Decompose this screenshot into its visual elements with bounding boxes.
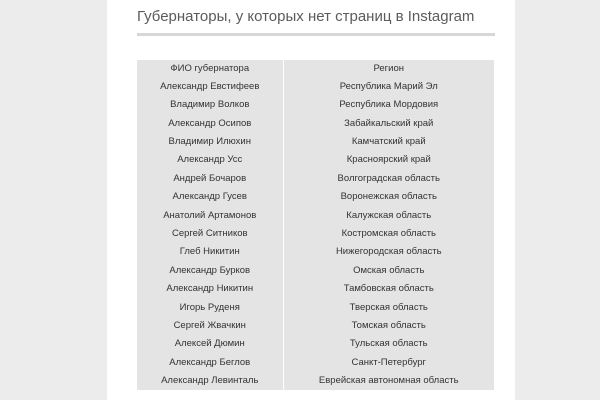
table-row (137, 279, 494, 297)
governor-name-cell: Александр Усс (137, 151, 283, 169)
table-row (137, 114, 494, 132)
column-header-region: Регион (373, 63, 404, 74)
region-cell: Санкт-Петербург (351, 356, 426, 368)
region-cell: Калужская область (346, 209, 432, 221)
region-cell: Красноярский край (346, 154, 431, 166)
table-row (137, 132, 494, 150)
table-row (137, 206, 494, 224)
governor-name-cell: Александр Евстифеев (137, 77, 283, 95)
region-cell: Еврейская автономная область (318, 375, 459, 387)
governors-table (137, 60, 494, 390)
region-cell: Тверская область (349, 301, 428, 313)
table-row (137, 261, 494, 279)
region-cell: Забайкальский край (344, 117, 434, 129)
table-row (137, 151, 494, 169)
region-cell: Нижегородская область (335, 246, 442, 258)
governor-name-cell: Игорь Руденя (137, 298, 283, 316)
column-header-name: ФИО губернатора (137, 60, 283, 77)
governor-name-cell: Сергей Ситников (137, 224, 283, 242)
governor-name-cell: Сергей Жвачкин (137, 316, 283, 334)
article-card (107, 0, 515, 400)
governor-name-cell: Владимир Волков (137, 95, 283, 113)
table-body (137, 77, 494, 390)
title-divider (137, 33, 495, 36)
governor-name-cell: Андрей Бочаров (137, 169, 283, 187)
governor-name-cell: Александр Левинталь (137, 372, 283, 391)
table-row (137, 187, 494, 205)
region-cell: Омская область (353, 264, 425, 276)
governor-name-cell: Александр Осипов (137, 114, 283, 132)
table-row (137, 298, 494, 316)
table-row (137, 316, 494, 334)
governor-name-cell: Александр Никитин (137, 279, 283, 297)
table-row (137, 243, 494, 261)
governor-name-cell: Анатолий Артамонов (137, 206, 283, 224)
region-cell: Томская область (351, 319, 426, 331)
page-title: Губернаторы, у которых нет страниц в Instagram (137, 8, 475, 25)
governor-name-cell: Глеб Никитин (137, 243, 283, 261)
table-row (137, 77, 494, 95)
governor-name-cell: Александр Беглов (137, 353, 283, 371)
table-row (137, 353, 494, 371)
governor-name-cell: Александр Гусев (137, 187, 283, 205)
table-header-row (137, 60, 494, 77)
region-cell: Костромская область (341, 227, 436, 239)
governor-name-cell: Алексей Дюмин (137, 335, 283, 353)
region-cell: Тульская область (349, 338, 428, 350)
region-cell: Волгоградская область (337, 172, 440, 184)
region-cell: Республика Мордовия (339, 99, 439, 111)
region-cell: Камчатский край (351, 135, 426, 147)
region-cell: Воронежская область (340, 191, 437, 203)
table-row (137, 372, 494, 391)
governor-name-cell: Владимир Илюхин (137, 132, 283, 150)
governor-name-cell: Александр Бурков (137, 261, 283, 279)
table-row (137, 169, 494, 187)
table-row (137, 95, 494, 113)
table-row (137, 224, 494, 242)
table-row (137, 335, 494, 353)
region-cell: Тамбовская область (343, 283, 434, 295)
region-cell: Республика Марий Эл (339, 80, 438, 92)
